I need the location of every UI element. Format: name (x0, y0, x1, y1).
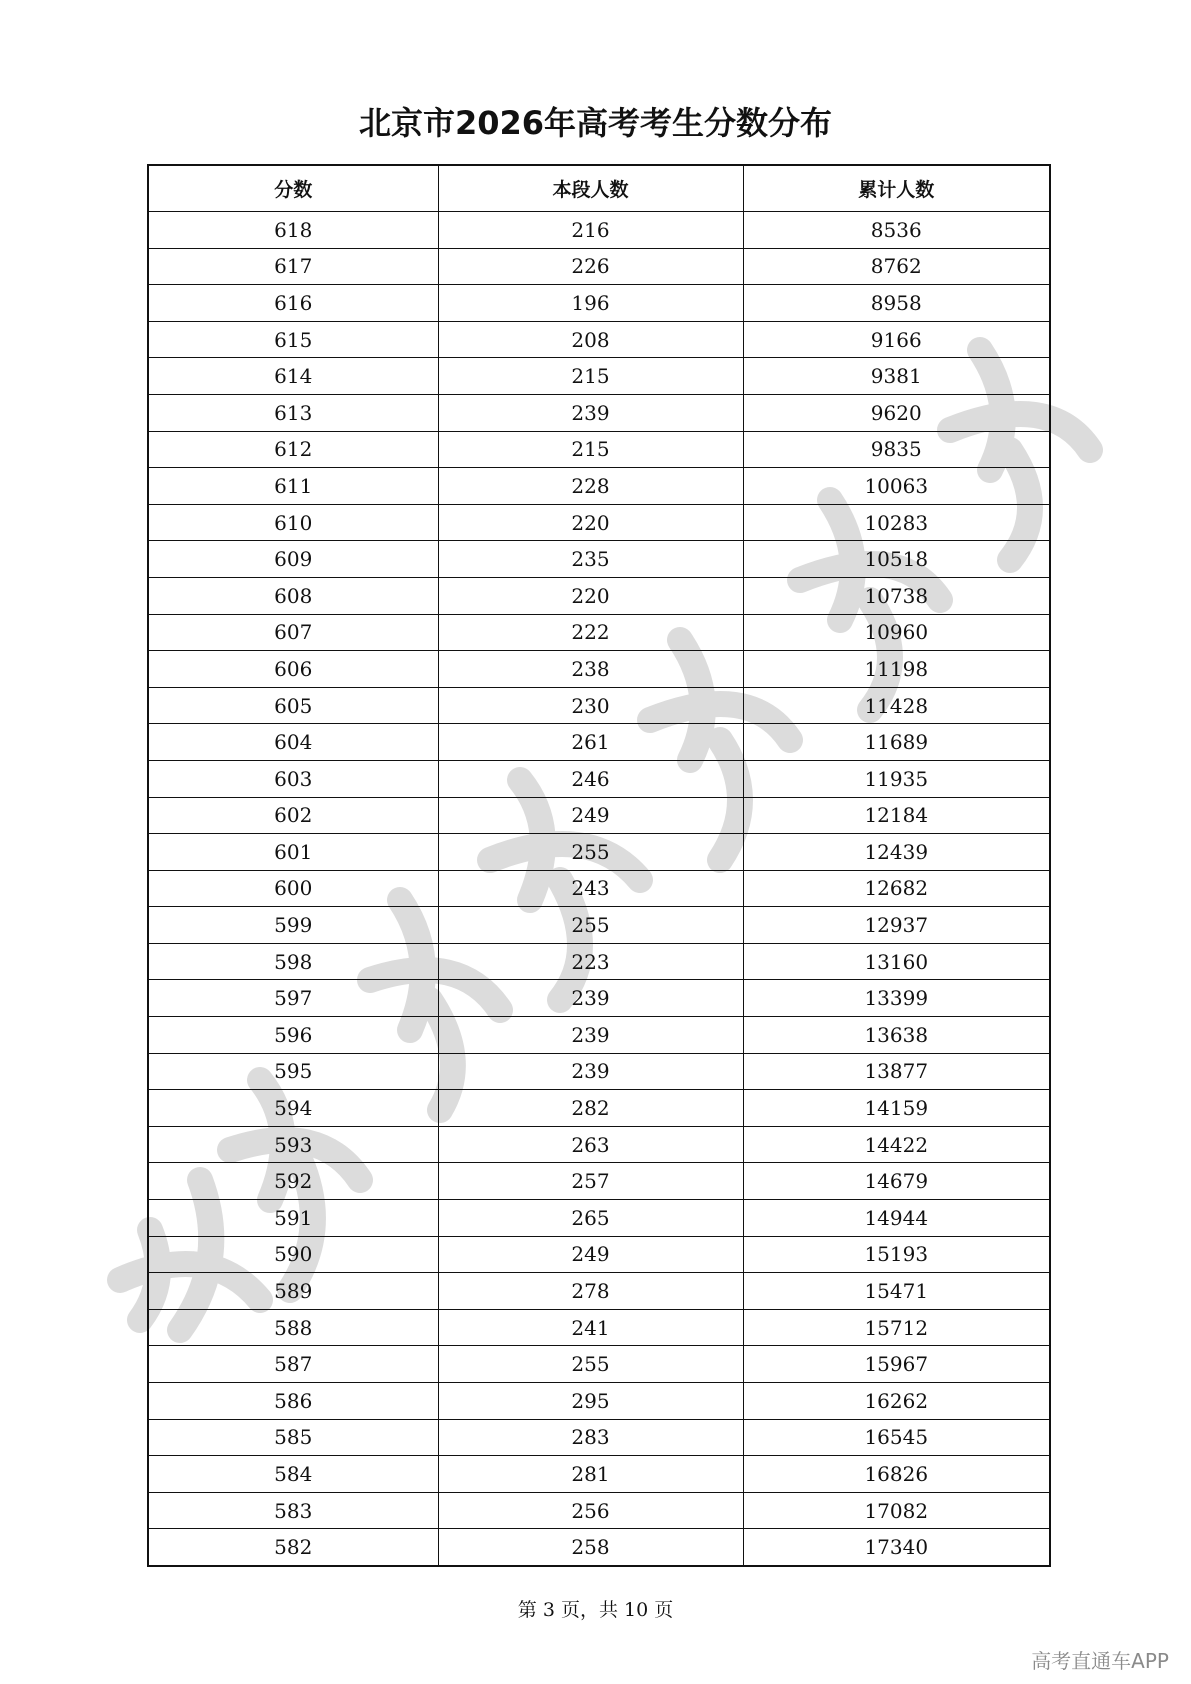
cell-segment-count: 220 (438, 504, 743, 541)
cell-score: 593 (148, 1126, 438, 1163)
cell-cumulative-count: 12439 (743, 834, 1050, 871)
cell-cumulative-count: 8762 (743, 248, 1050, 285)
cell-cumulative-count: 14159 (743, 1090, 1050, 1127)
cell-segment-count: 257 (438, 1163, 743, 1200)
cell-cumulative-count: 9381 (743, 358, 1050, 395)
cell-segment-count: 278 (438, 1273, 743, 1310)
cell-segment-count: 255 (438, 834, 743, 871)
cell-segment-count: 295 (438, 1383, 743, 1420)
cell-score: 591 (148, 1200, 438, 1237)
table-row (148, 285, 1050, 322)
cell-score: 586 (148, 1383, 438, 1420)
header-segment-count: 本段人数 (438, 165, 743, 212)
cell-cumulative-count: 14422 (743, 1126, 1050, 1163)
cell-score: 587 (148, 1346, 438, 1383)
cell-cumulative-count: 15712 (743, 1309, 1050, 1346)
cell-score: 604 (148, 724, 438, 761)
table-row (148, 760, 1050, 797)
table-row (148, 980, 1050, 1017)
table-row (148, 1126, 1050, 1163)
cell-cumulative-count: 14944 (743, 1200, 1050, 1237)
cell-segment-count: 255 (438, 907, 743, 944)
cell-segment-count: 223 (438, 943, 743, 980)
cell-segment-count: 281 (438, 1456, 743, 1493)
table-row (148, 943, 1050, 980)
cell-score: 606 (148, 651, 438, 688)
cell-segment-count: 226 (438, 248, 743, 285)
cell-score: 602 (148, 797, 438, 834)
cell-score: 612 (148, 431, 438, 468)
cell-cumulative-count: 11935 (743, 760, 1050, 797)
table-row (148, 321, 1050, 358)
cell-score: 584 (148, 1456, 438, 1493)
cell-segment-count: 235 (438, 541, 743, 578)
table-row (148, 1456, 1050, 1493)
cell-score: 601 (148, 834, 438, 871)
cell-cumulative-count: 15471 (743, 1273, 1050, 1310)
cell-cumulative-count: 15967 (743, 1346, 1050, 1383)
table-row (148, 870, 1050, 907)
cell-cumulative-count: 11198 (743, 651, 1050, 688)
cell-segment-count: 258 (438, 1529, 743, 1566)
cell-segment-count: 216 (438, 212, 743, 249)
cell-segment-count: 230 (438, 687, 743, 724)
table-row (148, 1236, 1050, 1273)
cell-cumulative-count: 13160 (743, 943, 1050, 980)
cell-cumulative-count: 8536 (743, 212, 1050, 249)
table-header-row (148, 165, 1050, 212)
cell-score: 618 (148, 212, 438, 249)
cell-segment-count: 239 (438, 980, 743, 1017)
cell-cumulative-count: 13399 (743, 980, 1050, 1017)
cell-score: 592 (148, 1163, 438, 1200)
cell-segment-count: 261 (438, 724, 743, 761)
table-row (148, 1492, 1050, 1529)
cell-segment-count: 256 (438, 1492, 743, 1529)
page-number: 第 3 页，共 10 页 (517, 1599, 674, 1621)
table-row (148, 212, 1050, 249)
cell-segment-count: 228 (438, 468, 743, 505)
table-row (148, 394, 1050, 431)
cell-cumulative-count: 12682 (743, 870, 1050, 907)
cell-score: 599 (148, 907, 438, 944)
cell-cumulative-count: 11689 (743, 724, 1050, 761)
cell-score: 585 (148, 1419, 438, 1456)
cell-segment-count: 215 (438, 358, 743, 395)
cell-cumulative-count: 10283 (743, 504, 1050, 541)
table-row (148, 1053, 1050, 1090)
cell-cumulative-count: 14679 (743, 1163, 1050, 1200)
cell-score: 582 (148, 1529, 438, 1566)
cell-score: 589 (148, 1273, 438, 1310)
table-row (148, 797, 1050, 834)
table-row (148, 1090, 1050, 1127)
cell-cumulative-count: 17082 (743, 1492, 1050, 1529)
brand-label: 高考直通车APP (1031, 1649, 1169, 1673)
cell-cumulative-count: 15193 (743, 1236, 1050, 1273)
table-row (148, 504, 1050, 541)
cell-cumulative-count: 13638 (743, 1017, 1050, 1054)
cell-segment-count: 249 (438, 797, 743, 834)
table-row (148, 1309, 1050, 1346)
cell-score: 594 (148, 1090, 438, 1127)
cell-cumulative-count: 12937 (743, 907, 1050, 944)
cell-score: 595 (148, 1053, 438, 1090)
cell-segment-count: 222 (438, 614, 743, 651)
cell-segment-count: 238 (438, 651, 743, 688)
cell-cumulative-count: 10063 (743, 468, 1050, 505)
header-cumulative-count: 累计人数 (743, 165, 1050, 212)
cell-score: 615 (148, 321, 438, 358)
table-row (148, 577, 1050, 614)
table-row (148, 541, 1050, 578)
cell-score: 608 (148, 577, 438, 614)
cell-segment-count: 246 (438, 760, 743, 797)
table-row (148, 1419, 1050, 1456)
cell-cumulative-count: 16545 (743, 1419, 1050, 1456)
cell-segment-count: 255 (438, 1346, 743, 1383)
table-row (148, 1383, 1050, 1420)
table-row (148, 687, 1050, 724)
table-row (148, 1163, 1050, 1200)
cell-cumulative-count: 10960 (743, 614, 1050, 651)
cell-segment-count: 239 (438, 1017, 743, 1054)
cell-segment-count: 282 (438, 1090, 743, 1127)
cell-cumulative-count: 16262 (743, 1383, 1050, 1420)
cell-segment-count: 263 (438, 1126, 743, 1163)
cell-segment-count: 239 (438, 394, 743, 431)
cell-segment-count: 196 (438, 285, 743, 322)
cell-score: 614 (148, 358, 438, 395)
cell-segment-count: 249 (438, 1236, 743, 1273)
table-row (148, 1529, 1050, 1566)
table-row (148, 651, 1050, 688)
cell-score: 590 (148, 1236, 438, 1273)
cell-segment-count: 243 (438, 870, 743, 907)
table-row (148, 724, 1050, 761)
cell-segment-count: 283 (438, 1419, 743, 1456)
table-row (148, 1200, 1050, 1237)
table-row (148, 907, 1050, 944)
cell-score: 583 (148, 1492, 438, 1529)
cell-cumulative-count: 10518 (743, 541, 1050, 578)
table-row (148, 1017, 1050, 1054)
table-row (148, 468, 1050, 505)
cell-segment-count: 265 (438, 1200, 743, 1237)
score-distribution-table (147, 164, 1051, 1567)
cell-score: 588 (148, 1309, 438, 1346)
table-row (148, 248, 1050, 285)
table-row (148, 1346, 1050, 1383)
table-row (148, 358, 1050, 395)
cell-score: 598 (148, 943, 438, 980)
cell-score: 600 (148, 870, 438, 907)
cell-segment-count: 208 (438, 321, 743, 358)
table-row (148, 1273, 1050, 1310)
cell-score: 597 (148, 980, 438, 1017)
table-row (148, 834, 1050, 871)
table-row (148, 614, 1050, 651)
cell-cumulative-count: 12184 (743, 797, 1050, 834)
cell-segment-count: 215 (438, 431, 743, 468)
cell-score: 605 (148, 687, 438, 724)
cell-score: 616 (148, 285, 438, 322)
table-row (148, 431, 1050, 468)
cell-score: 610 (148, 504, 438, 541)
header-score: 分数 (148, 165, 438, 212)
cell-score: 617 (148, 248, 438, 285)
cell-segment-count: 239 (438, 1053, 743, 1090)
cell-score: 611 (148, 468, 438, 505)
cell-cumulative-count: 11428 (743, 687, 1050, 724)
cell-cumulative-count: 16826 (743, 1456, 1050, 1493)
page-title: 北京市2026年高考考生分数分布 (358, 104, 833, 142)
cell-cumulative-count: 17340 (743, 1529, 1050, 1566)
cell-score: 613 (148, 394, 438, 431)
cell-score: 609 (148, 541, 438, 578)
cell-score: 603 (148, 760, 438, 797)
cell-score: 596 (148, 1017, 438, 1054)
cell-segment-count: 241 (438, 1309, 743, 1346)
cell-cumulative-count: 8958 (743, 285, 1050, 322)
cell-cumulative-count: 9166 (743, 321, 1050, 358)
cell-cumulative-count: 9835 (743, 431, 1050, 468)
cell-score: 607 (148, 614, 438, 651)
cell-segment-count: 220 (438, 577, 743, 614)
cell-cumulative-count: 13877 (743, 1053, 1050, 1090)
cell-cumulative-count: 10738 (743, 577, 1050, 614)
cell-cumulative-count: 9620 (743, 394, 1050, 431)
